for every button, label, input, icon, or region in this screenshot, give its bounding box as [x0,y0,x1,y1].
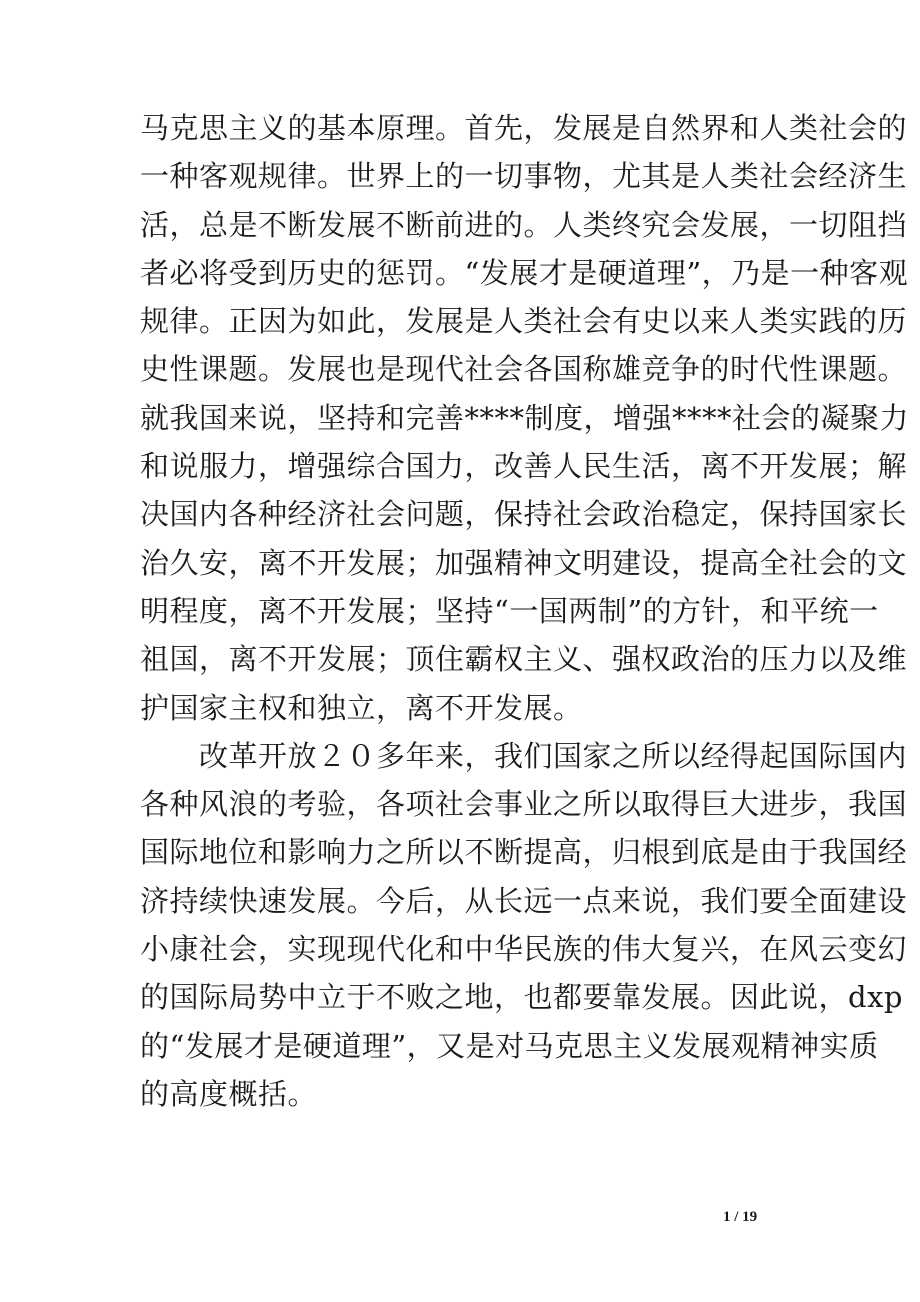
text-line: 护国家主权和独立，离不开发展。 [140,690,583,725]
text-line: 规律。正因为如此，发展是人类社会有史以来人类实践的历 [140,304,908,339]
text-line: 活，总是不断发展不断前进的。人类终究会发展，一切阻挡 [140,207,908,242]
paragraph-1 [140,104,910,732]
text-line: 马克思主义的基本原理。首先，发展是自然界和人类社会的 [140,111,908,145]
text-line: 小康社会，实现现代化和中华民族的伟大复兴，在风云变幻 [140,932,908,967]
text-line: 国际地位和影响力之所以不断提高，归根到底是由于我国经 [140,835,908,870]
document-body [140,104,910,1118]
text-line: 的“发展才是硬道理”，又是对马克思主义发展观精神实质 [140,1028,879,1063]
text-line: 和说服力，增强综合国力，改善人民生活，离不开发展；解 [140,449,908,484]
page-number: 1 / 19 [723,1209,758,1225]
text-line: 史性课题。发展也是现代社会各国称雄竞争的时代性课题。 [140,352,908,387]
text-line: 的高度概括。 [140,1076,318,1111]
text-line: 明程度，离不开发展；坚持“一国两制”的方针，和平统一 [140,593,879,628]
text-line: 决国内各种经济社会问题，保持社会政治稳定，保持国家长 [140,497,908,532]
text-line: 祖国，离不开发展；顶住霸权主义、强权政治的压力以及维 [140,642,908,677]
text-line: 济持续快速发展。今后，从长远一点来说，我们要全面建设 [140,883,908,918]
text-line: 改革开放２０多年来，我们国家之所以经得起国际国内 [140,738,908,773]
text-line: 者必将受到历史的惩罚。“发展才是硬道理”，乃是一种客观 [140,255,909,290]
text-line: 就我国来说，坚持和完善****制度，增强****社会的凝聚力 [140,400,910,435]
text-line: 治久安，离不开发展；加强精神文明建设，提高全社会的文 [140,545,908,580]
paragraph-2 [140,732,908,1118]
text-line: 的国际局势中立于不败之地，也都要靠发展。因此说，dxp [140,980,903,1015]
text-line: 一种客观规律。世界上的一切事物，尤其是人类社会经济生 [140,159,908,194]
text-line: 各种风浪的考验，各项社会事业之所以取得巨大进步，我国 [140,787,908,822]
